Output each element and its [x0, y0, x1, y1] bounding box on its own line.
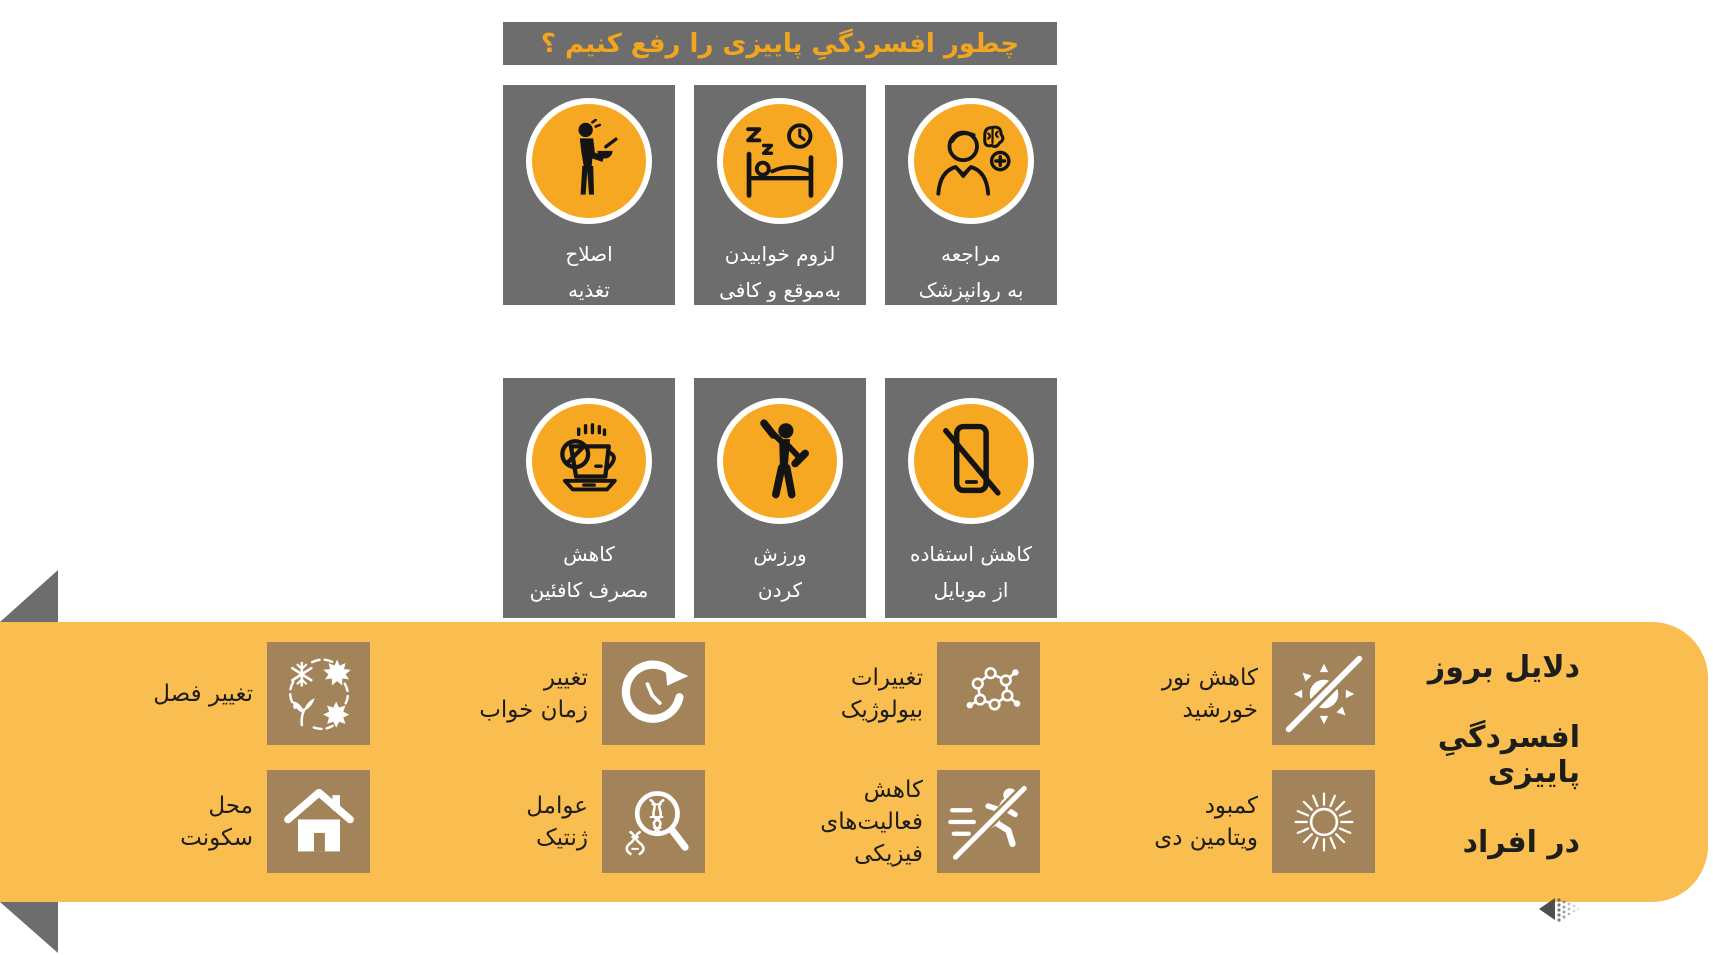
seasons-cycle-icon [267, 642, 370, 745]
remedy-card-sleep [694, 85, 866, 305]
cause-item-residence [107, 770, 370, 873]
cause-label-line: فیزیکی [854, 840, 923, 867]
cause-label-line: فعالیت‌های [820, 808, 923, 835]
cause-label-line: تغییر [543, 664, 588, 691]
cause-item-season-change [107, 642, 370, 745]
remedy-card-exercise [694, 378, 866, 618]
remedy-card-psychiatrist [885, 85, 1057, 305]
cause-label-line: ژنتیک [536, 824, 588, 851]
remedy-label-line: مصرف کافئین [529, 578, 649, 602]
cause-label-line: تغییر فصل [153, 680, 253, 707]
remedy-label-line: ورزش [753, 542, 807, 566]
remedy-label-line: به روانپزشک [918, 278, 1024, 302]
vitamin-d-sun-icon [1272, 770, 1375, 873]
sun-slash-icon [1272, 642, 1375, 745]
halftone-arrow-icon [1385, 895, 1580, 923]
cause-label-line: محل [208, 792, 253, 819]
remedy-label-line: از موبایل [933, 578, 1009, 602]
page-title: چطور افسردگیِ پاییزی را رفع کنیم ؟ [503, 22, 1057, 65]
remedy-label-line: مراجعه [940, 242, 1002, 266]
cause-item-sunlight [1112, 642, 1375, 745]
cause-label-line: بیولوژیک [840, 696, 923, 723]
cause-label-line: کاهش [863, 776, 923, 803]
cause-label-line: خورشید [1182, 696, 1258, 723]
remedy-label-line: کردن [757, 578, 803, 602]
phone-slash-icon [908, 398, 1034, 524]
remedy-label-line: لزوم خوابیدن [724, 242, 836, 266]
cause-label-line: عوامل [526, 792, 588, 819]
ribbon-fold-top [0, 570, 58, 622]
cause-label-line: تغییرات [850, 664, 923, 691]
remedy-label-line: کاهش [563, 542, 615, 566]
psychiatrist-icon [908, 98, 1034, 224]
house-icon [267, 770, 370, 873]
causes-heading-line: در افراد [1462, 825, 1580, 860]
no-caffeine-icon [526, 398, 652, 524]
cause-label-line: ویتامین دی [1154, 824, 1258, 851]
cause-label-line: کاهش نور [1161, 664, 1258, 691]
cause-item-biological [777, 642, 1040, 745]
causes-heading [1385, 650, 1580, 923]
sleep-bed-clock-icon [717, 98, 843, 224]
cause-label-line: کمبود [1204, 792, 1258, 819]
eating-person-icon [526, 98, 652, 224]
clock-rotate-icon [602, 642, 705, 745]
dna-magnifier-icon [602, 770, 705, 873]
cause-item-genetics [442, 770, 705, 873]
runner-slash-icon [937, 770, 1040, 873]
remedy-card-mobile [885, 378, 1057, 618]
molecule-icon [937, 642, 1040, 745]
causes-heading-line: دلایل بروز [1427, 650, 1580, 685]
exercise-dumbbell-icon [717, 398, 843, 524]
causes-heading-line: افسردگیِ پاییزی [1437, 720, 1580, 790]
cause-item-vitamin-d [1112, 770, 1375, 873]
remedy-card-nutrition [503, 85, 675, 305]
cause-label-line: سکونت [180, 824, 253, 851]
remedy-label-line: به‌موقع و کافی [719, 278, 841, 302]
cause-item-physical-activity [777, 770, 1040, 873]
cause-label-line: زمان خواب [479, 696, 588, 723]
remedy-label-line: تغذیه [568, 278, 611, 302]
ribbon-fold-bottom [0, 902, 58, 953]
cause-item-sleep-time [442, 642, 705, 745]
remedy-card-caffeine [503, 378, 675, 618]
remedy-label-line: اصلاح [565, 242, 613, 266]
remedy-label-line: کاهش استفاده [910, 542, 1032, 566]
